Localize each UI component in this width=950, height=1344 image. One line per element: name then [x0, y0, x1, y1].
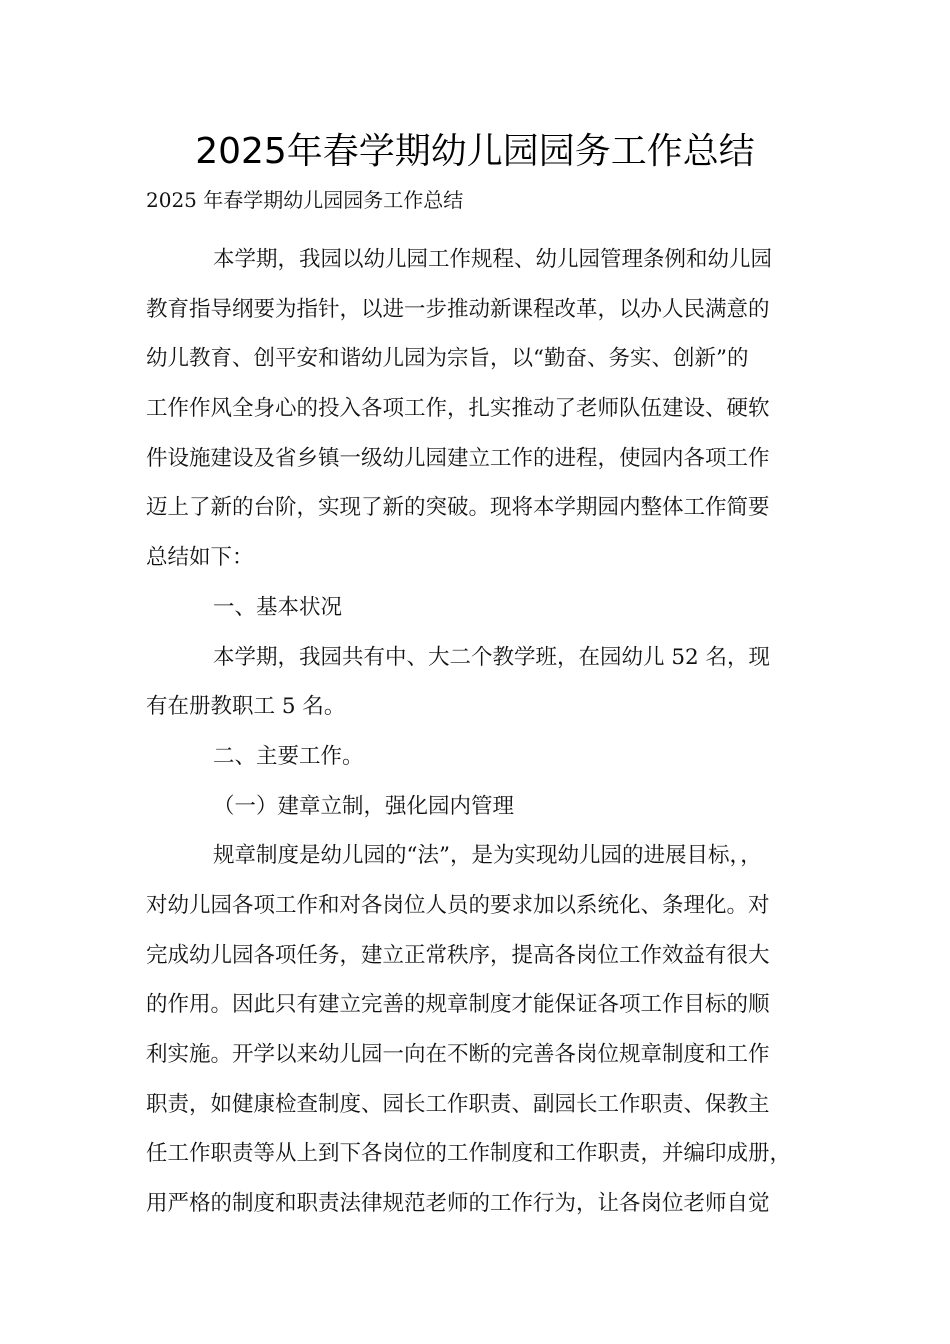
body-line: 工作作风全身心的投入各项工作，扎实推动了老师队伍建设、硬软: [146, 396, 770, 422]
body-line: 的作用。因此只有建立完善的规章制度才能保证各项工作目标的顺: [146, 992, 770, 1018]
body-line: 本学期，我园共有中、大二个教学班，在园幼儿 52 名，现: [213, 644, 771, 670]
body-line: 件设施建设及省乡镇一级幼儿园建立工作的进程，使园内各项工作: [146, 445, 770, 471]
document-body: [146, 235, 826, 1229]
body-line: 任工作职责等从上到下各岗位的工作制度和工作职责，并编印成册，: [146, 1141, 792, 1167]
body-line: 规章制度是幼儿园的“法”，是为实现幼儿园的进展目标，，: [213, 843, 762, 869]
body-line: 完成幼儿园各项任务，建立正常秩序，提高各岗位工作效益有很大: [146, 942, 770, 968]
section-heading: 二、主要工作。: [213, 743, 364, 769]
document-subtitle: 2025 年春学期幼儿园园务工作总结: [146, 188, 464, 212]
body-line: 教育指导纲要为指针，以进一步推动新课程改革，以办人民满意的: [146, 296, 770, 322]
body-line: 有在册教职工 5 名。: [146, 694, 346, 720]
section-heading: 一、基本状况: [213, 594, 343, 620]
body-line: 幼儿教育、创平安和谐幼儿园为宗旨，以“勤奋、务实、创新”的: [146, 346, 749, 372]
body-line: 职责，如健康检查制度、园长工作职责、副园长工作职责、保教主: [146, 1091, 770, 1117]
body-line: 本学期，我园以幼儿园工作规程、幼儿园管理条例和幼儿园: [213, 247, 773, 272]
body-line: 对幼儿园各项工作和对各岗位人员的要求加以系统化、条理化。对: [146, 892, 770, 918]
body-line: 迈上了新的台阶，实现了新的突破。现将本学期园内整体工作简要: [146, 495, 770, 521]
subsection-heading: （一）建章立制，强化园内管理: [213, 793, 515, 819]
body-line: 总结如下：: [146, 545, 254, 571]
document-title: 2025年春学期幼儿园园务工作总结: [195, 131, 755, 172]
body-line: 利实施。开学以来幼儿园一向在不断的完善各岗位规章制度和工作: [146, 1042, 770, 1067]
body-line: 用严格的制度和职责法律规范老师的工作行为，让各岗位老师自觉: [146, 1191, 770, 1217]
